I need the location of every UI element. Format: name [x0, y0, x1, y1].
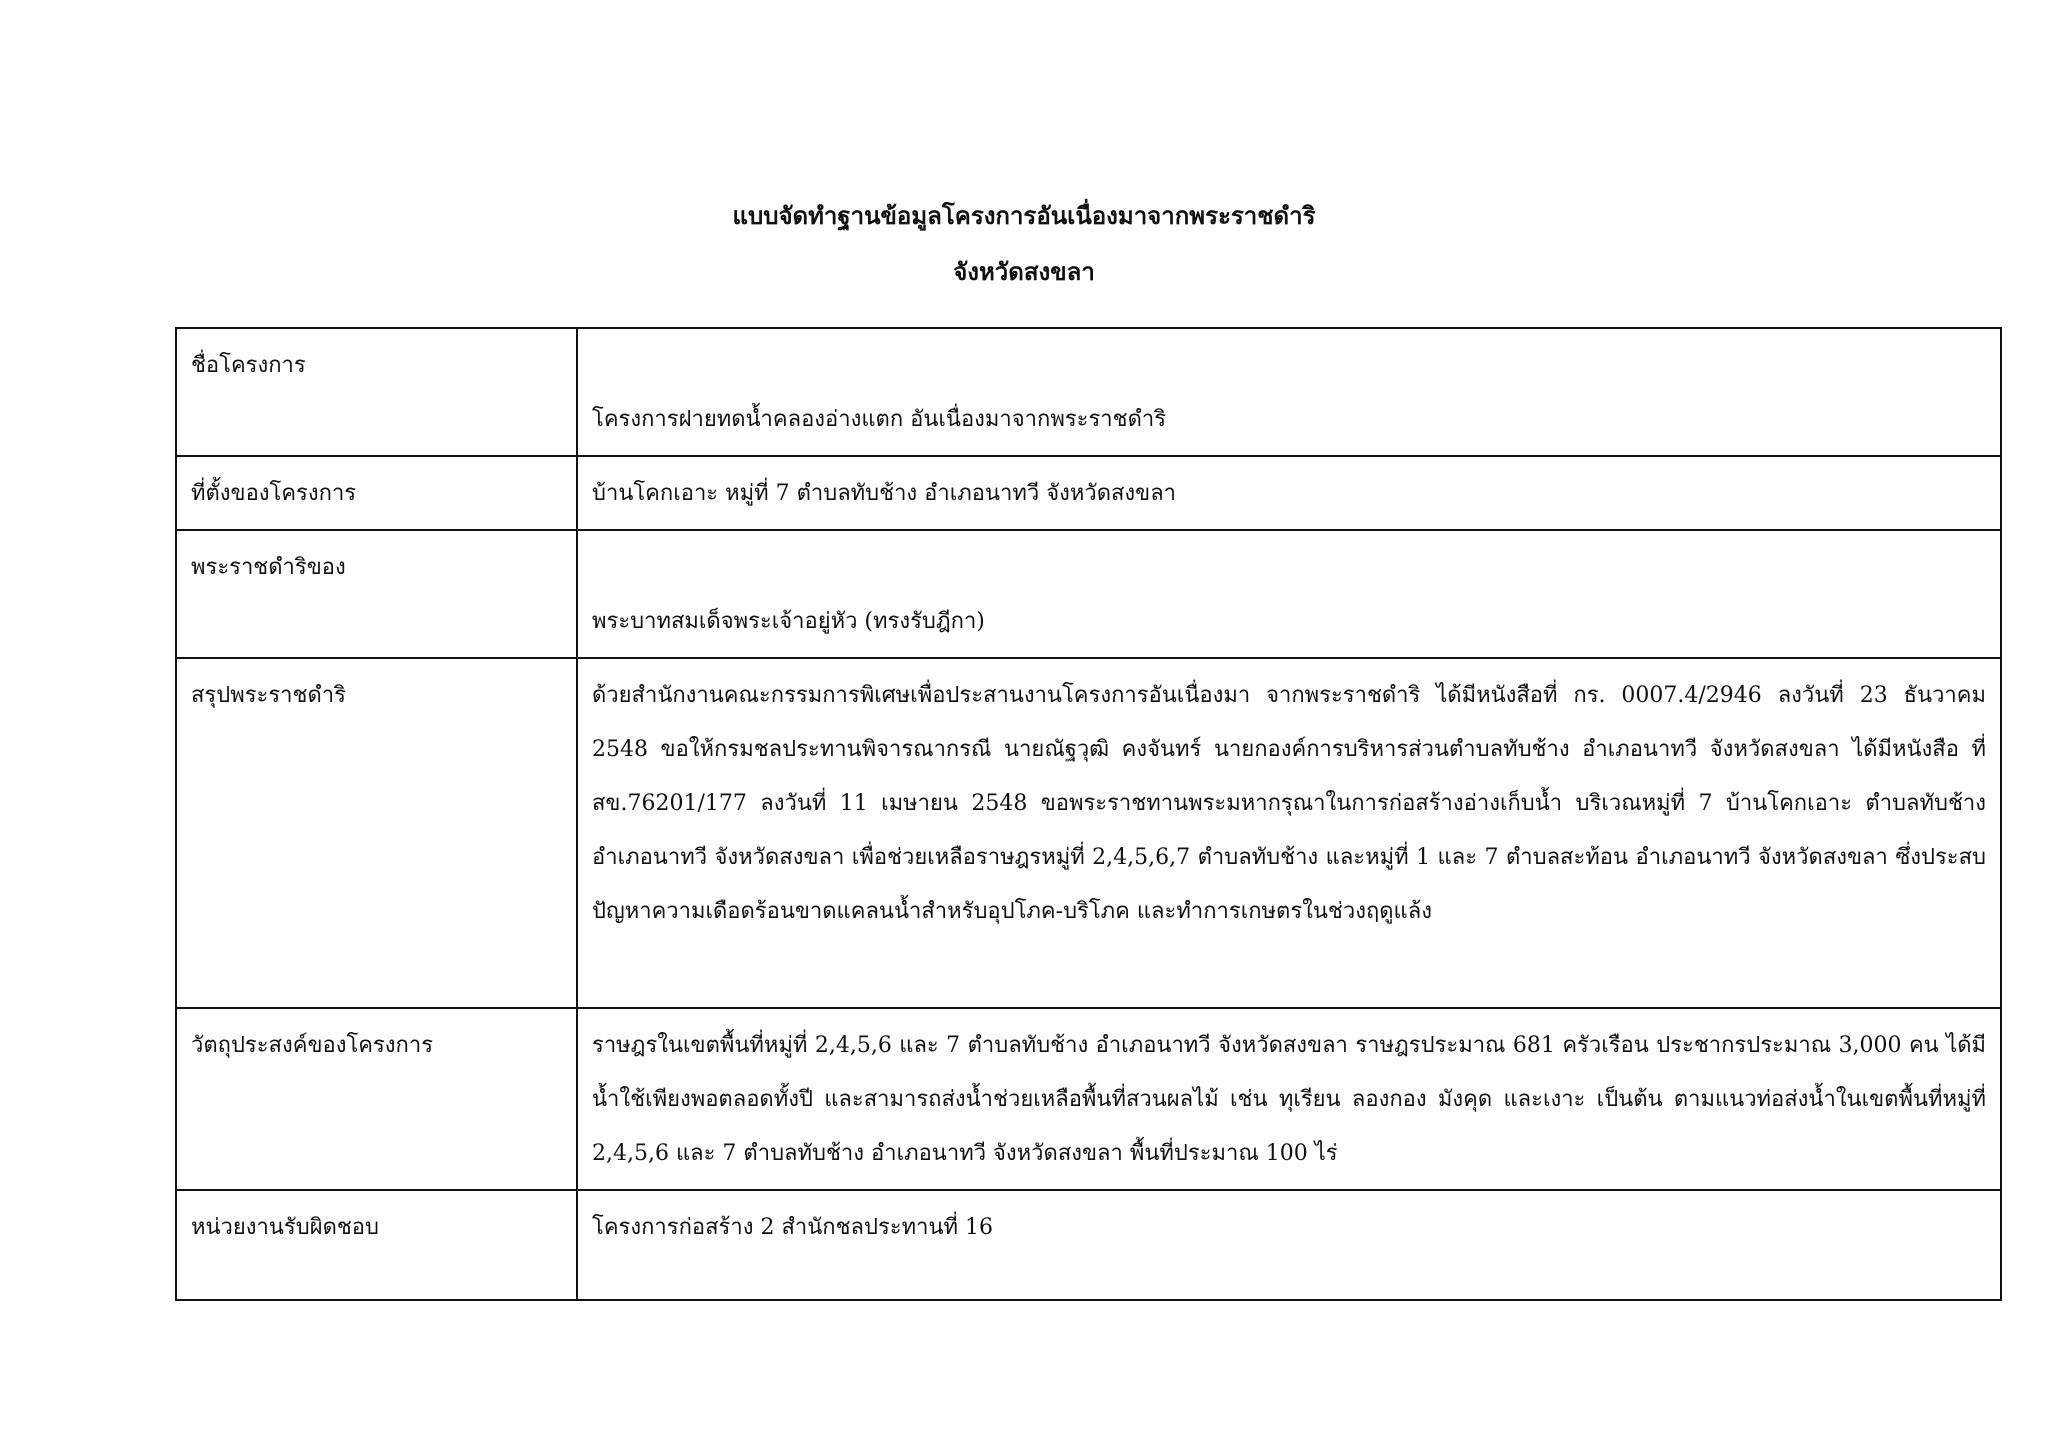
- responsible-agency-value: โครงการก่อสร้าง 2 สำนักชลประทานที่ 16: [592, 1215, 993, 1240]
- responsible-agency-label: หน่วยงานรับผิดชอบ: [176, 1190, 577, 1300]
- location-value-cell: [577, 456, 2001, 530]
- table-row-royal-initiator: [176, 530, 2001, 658]
- document-title: แบบจัดทำฐานข้อมูลโครงการอันเนื่องมาจากพระราชดำริ: [732, 201, 1316, 230]
- objective-label: วัตถุประสงค์ของโครงการ: [176, 1008, 577, 1190]
- table-row-project-name: [176, 328, 2001, 456]
- project-info-table: [175, 327, 2002, 1301]
- document-subtitle-province: จังหวัดสงขลา: [953, 257, 1095, 286]
- location-value: บ้านโคกเอาะ หมู่ที่ 7 ตำบลทับช้าง อำเภอนาทวี จังหวัดสงขลา: [592, 481, 1177, 506]
- project-name-value-cell: [577, 328, 2001, 456]
- project-name-value: โครงการฝายทดน้ำคลองอ่างแตก อันเนื่องมาจากพระราชดำริ: [592, 407, 1167, 432]
- project-name-label: ชื่อโครงการ: [176, 328, 577, 456]
- responsible-agency-value-cell: [577, 1190, 2001, 1300]
- royal-summary-value-cell: [577, 658, 2001, 1008]
- table-row-royal-summary: [176, 658, 2001, 1008]
- table-row-objective: [176, 1008, 2001, 1190]
- royal-initiator-label: พระราชดำริของ: [176, 530, 577, 658]
- objective-value: ราษฎรในเขตพื้นที่หมู่ที่ 2,4,5,6 และ 7 ตำบลทับช้าง อำเภอนาทวี จังหวัดสงขลา ราษฎรประมาณ 681 ครัวเรือน ประชากรประมาณ 3,000 คน ได้มีน้ำใช้เพียงพอตลอดทั้งปี และสามารถส่งน้ำช่วยเหลือพื้นที่สวนผลไม้ เช่น ทุเรียน ลองกอง มังคุด และเงาะ เป็นต้น ตามแนวท่อส่งน้ำในเขตพื้นที่หมู่ที่ 2,4,5,6 และ 7 ตำบลทับช้าง อำเภอนาทวี จังหวัดสงขลา พื้นที่ประมาณ 100 ไร่: [592, 1033, 1986, 1166]
- royal-summary-value: ด้วยสำนักงานคณะกรรมการพิเศษเพื่อประสานงานโครงการอันเนื่องมา จากพระราชดำริ ได้มีหนังสือที่ กร. 0007.4/2946 ลงวันที่ 23 ธันวาคม 2548 ขอให้กรมชลประทานพิจารณากรณี นายณัฐวุฒิ คงจันทร์ นายกองค์การบริหารส่วนตำบลทับช้าง อำเภอนาทวี จังหวัดสงขลา ได้มีหนังสือ ที่ สข.76201/177 ลงวันที่ 11 เมษายน 2548 ขอพระราชทานพระมหากรุณาในการก่อสร้างอ่างเก็บน้ำ บริเวณหมู่ที่ 7 บ้านโคกเอาะ ตำบลทับช้าง อำเภอนาทวี จังหวัดสงขลา เพื่อช่วยเหลือราษฎรหมู่ที่ 2,4,5,6,7 ตำบลทับช้าง และหมู่ที่ 1 และ 7 ตำบลสะท้อน อำเภอนาทวี จังหวัดสงขลา ซึ่งประสบปัญหาความเดือดร้อนขาดแคลนน้ำสำหรับอุปโภค-บริโภค และทำการเกษตรในช่วงฤดูแล้ง: [592, 683, 1986, 924]
- royal-initiator-value: พระบาทสมเด็จพระเจ้าอยู่หัว (ทรงรับฎีกา): [592, 609, 985, 634]
- document-header: [0, 188, 2048, 300]
- location-label: ที่ตั้งของโครงการ: [176, 456, 577, 530]
- objective-value-cell: [577, 1008, 2001, 1190]
- table-row-responsible-agency: [176, 1190, 2001, 1300]
- royal-initiator-value-cell: [577, 530, 2001, 658]
- royal-summary-label: สรุปพระราชดำริ: [176, 658, 577, 1008]
- table-row-location: [176, 456, 2001, 530]
